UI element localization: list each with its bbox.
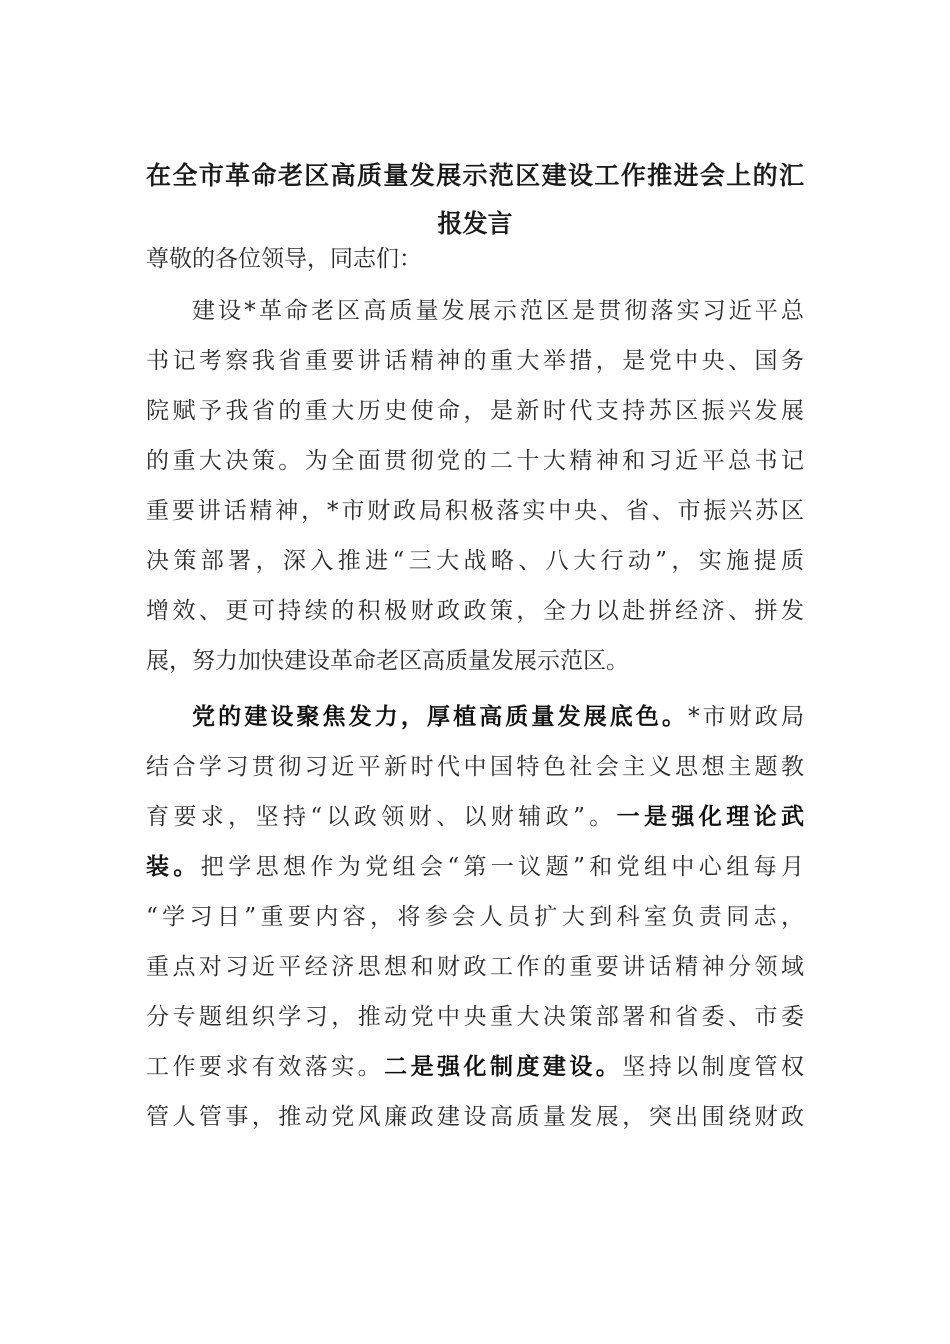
paragraph-line: “学习日”重要内容，将参会人员扩大到科室负责同志， <box>146 904 804 930</box>
text-run: 坚持以制度管权 <box>622 1054 805 1080</box>
title-line-1: 在全市革命老区高质量发展示范区建设工作推进会上的汇 <box>146 161 804 190</box>
paragraph-1 <box>146 286 804 686</box>
text-run: 育要求，坚持“以政领财、以财辅政”。 <box>146 804 617 830</box>
paragraph-line: 增效、更可持续的积极财政政策，全力以赴拼经济、拼发 <box>146 598 804 624</box>
paragraph-line: 结合学习贯彻习近平新时代中国特色社会主义思想主题教 <box>146 754 804 780</box>
paragraph-line <box>146 842 804 892</box>
point-heading: 一是强化理论武 <box>616 803 804 830</box>
paragraph-line: 建设*革命老区高质量发展示范区是贯彻落实习近平总 <box>192 298 804 324</box>
paragraph-line: 书记考察我省重要讲话精神的重大举措，是党中央、国务 <box>146 348 804 374</box>
document-body <box>146 234 804 1142</box>
paragraph-line: 重要讲话精神，*市财政局积极落实中央、省、市振兴苏区 <box>146 498 804 524</box>
paragraph-line: 分专题组织学习，推动党中央重大决策部署和省委、市委 <box>146 1004 804 1030</box>
point-heading: 二是强化制度建设。 <box>384 1053 623 1080</box>
paragraph-line: 院赋予我省的重大历史使命，是新时代支持苏区振兴发展 <box>146 398 804 424</box>
salutation: 尊敬的各位领导，同志们： <box>146 246 422 272</box>
paragraph-line: 决策部署，深入推进“三大战略、八大行动”，实施提质 <box>146 548 804 574</box>
section-heading: 党的建设聚焦发力，厚植高质量发展底色。 <box>192 703 689 730</box>
point-heading: 装。 <box>146 853 201 880</box>
paragraph-line: 的重大决策。为全面贯彻党的二十大精神和习近平总书记 <box>146 448 804 474</box>
text-run: *市财政局 <box>688 704 805 730</box>
paragraph-line <box>146 1042 804 1092</box>
title-line-2: 报发言 <box>437 209 513 238</box>
text-run: 把学思想作为党组会“第一议题”和党组中心组每月 <box>200 854 804 880</box>
paragraph-line <box>146 792 804 842</box>
paragraph-line: 展，努力加快建设革命老区高质量发展示范区。 <box>146 648 629 674</box>
paragraph-line: 管人管事，推动党风廉政建设高质量发展，突出围绕财政 <box>146 1104 804 1130</box>
text-run: 工作要求有效落实。 <box>146 1054 385 1080</box>
paragraph-line <box>146 692 804 742</box>
paragraph-line: 重点对习近平经济思想和财政工作的重要讲话精神分领域 <box>146 954 804 980</box>
paragraph-2 <box>146 692 804 1142</box>
